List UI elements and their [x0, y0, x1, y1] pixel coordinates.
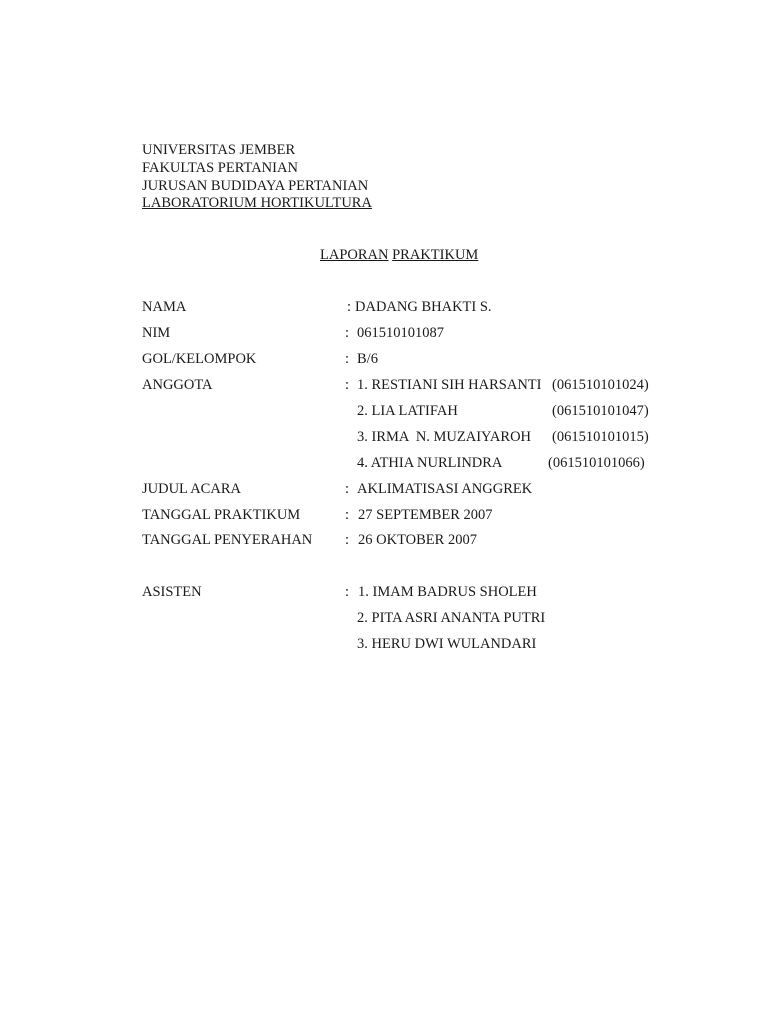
gol-colon: : — [345, 351, 350, 367]
judul-label: JUDUL ACARA — [142, 481, 241, 497]
member-nim: (061510101024) — [552, 377, 649, 393]
asisten-item: 3. HERU DWI WULANDARI — [357, 636, 537, 652]
tanggal-praktikum-colon: : — [345, 507, 350, 523]
nama-colon: : — [347, 299, 352, 315]
member-name: 2. LIA LATIFAH — [357, 403, 458, 419]
title-word-praktikum: PRAKTIKUM — [392, 247, 479, 263]
tanggal-praktikum-label: TANGGAL PRAKTIKUM — [142, 507, 301, 523]
faculty-name: FAKULTAS PERTANIAN — [142, 160, 298, 176]
judul-value: AKLIMATISASI ANGGREK — [357, 481, 533, 497]
university-name: UNIVERSITAS JEMBER — [142, 142, 296, 158]
judul-colon: : — [345, 481, 350, 497]
member-name: 4. ATHIA NURLINDRA — [357, 455, 503, 471]
asisten-item: 2. PITA ASRI ANANTA PUTRI — [357, 610, 546, 626]
nim-label: NIM — [142, 325, 171, 341]
asisten-item: 1. IMAM BADRUS SHOLEH — [358, 584, 537, 600]
gol-label: GOL/KELOMPOK — [142, 351, 257, 367]
member-name: 1. RESTIANI SIH HARSANTI — [357, 377, 542, 393]
member-name: 3. IRMA N. MUZAIYAROH — [357, 429, 532, 445]
asisten-label: ASISTEN — [142, 584, 202, 600]
tanggal-penyerahan-colon: : — [345, 532, 350, 548]
member-nim: (061510101047) — [552, 403, 649, 419]
member-nim: (061510101066) — [548, 455, 645, 471]
nim-colon: : — [345, 325, 350, 341]
member-nim: (061510101015) — [552, 429, 649, 445]
laboratory-name: LABORATORIUM HORTIKULTURA — [142, 195, 372, 211]
title-word-laporan: LAPORAN — [320, 247, 389, 263]
nama-label: NAMA — [142, 299, 187, 315]
gol-value: B/6 — [357, 351, 378, 367]
anggota-colon: : — [345, 377, 350, 393]
department-name: JURUSAN BUDIDAYA PERTANIAN — [142, 178, 369, 194]
tanggal-penyerahan-label: TANGGAL PENYERAHAN — [142, 532, 313, 548]
report-title — [320, 246, 478, 264]
tanggal-penyerahan-value: 26 OKTOBER 2007 — [358, 532, 477, 548]
nama-value: DADANG BHAKTI S. — [355, 299, 492, 315]
nim-value: 061510101087 — [357, 325, 444, 341]
anggota-label: ANGGOTA — [142, 377, 213, 393]
asisten-colon: : — [345, 584, 350, 600]
tanggal-praktikum-value: 27 SEPTEMBER 2007 — [358, 507, 493, 523]
